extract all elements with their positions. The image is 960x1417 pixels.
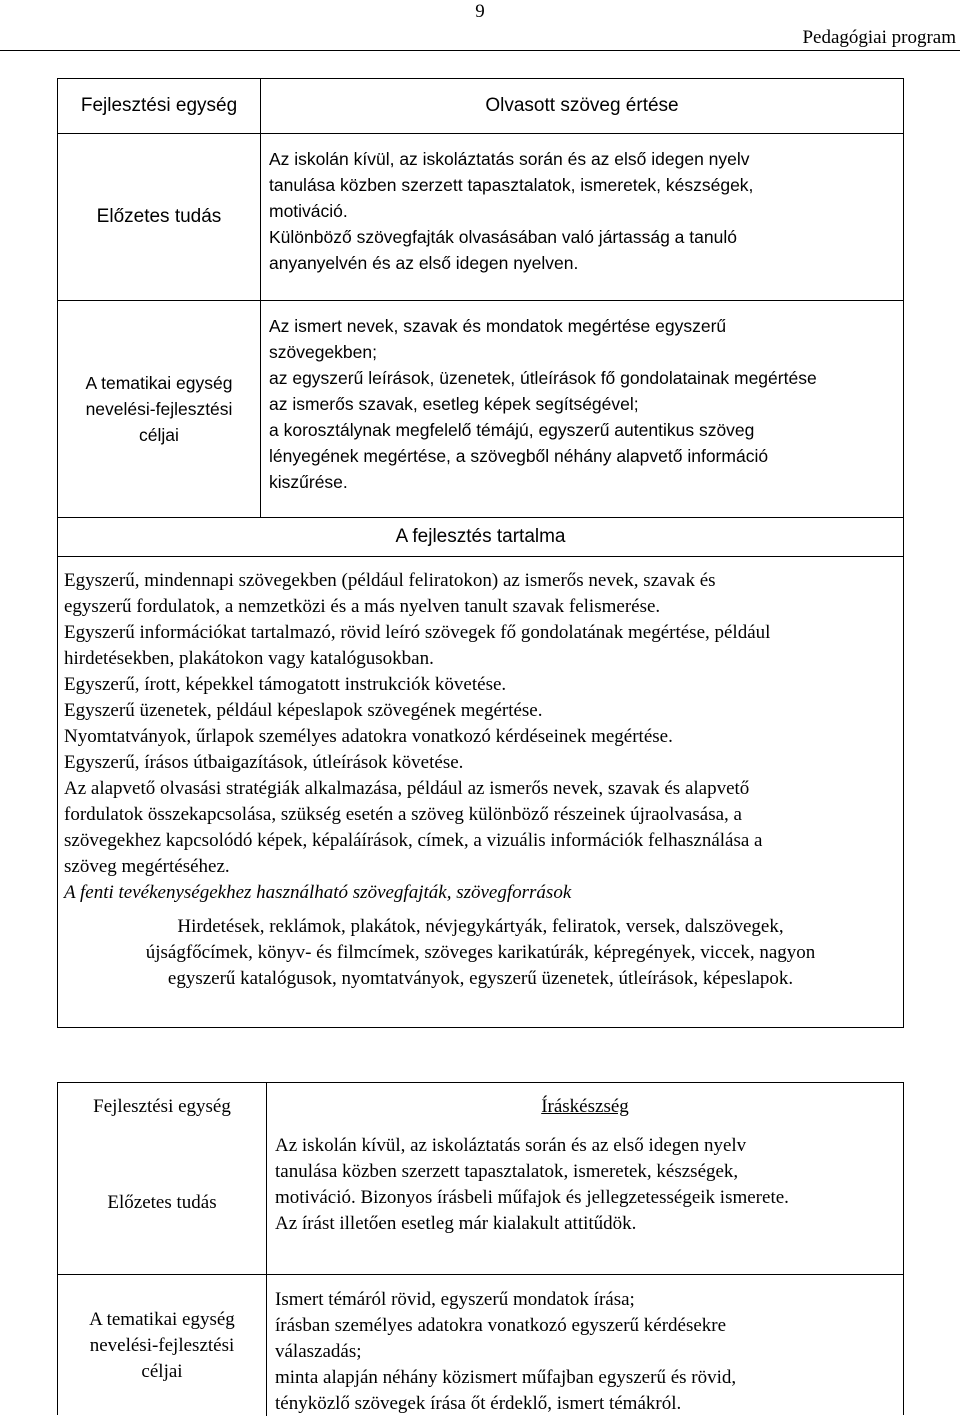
prior-line: anyanyelvén és az első idegen nyelven. [269, 253, 579, 273]
content-cell [58, 556, 903, 1027]
goals-cell [266, 1274, 903, 1416]
label-unit-cell [58, 1083, 266, 1131]
prior-line: Az iskolán kívül, az iskoláztatás során és az első idegen nyelv [275, 1135, 747, 1156]
unit-title-cell [266, 1083, 903, 1131]
content-line: hirdetésekben, plakátokon vagy katalógusokban. [64, 648, 434, 669]
label-prior-cell [58, 133, 260, 300]
content-line: Egyszerű, írásos útbaigazítások, útleírások követése. [64, 752, 464, 773]
prior-line: tanulása közben szerzett tapasztalatok, ismeretek, készségek, [275, 1161, 739, 1182]
sources-heading: A fenti tevékenységekhez használható szövegfajták, szövegforrások [64, 882, 572, 903]
content-title-cell [58, 517, 903, 556]
prior-line: motiváció. Bizonyos írásbeli műfajok és jellegzetességeik ismerete. [275, 1187, 789, 1208]
label-unit: Fejlesztési egység [93, 1096, 231, 1117]
prior-line: motiváció. [269, 201, 348, 221]
goals-line: minta alapján néhány közismert műfajban egyszerű és rövid, [275, 1367, 737, 1388]
label-goals-line: A tematikai egység [89, 1308, 235, 1330]
prior-knowledge-cell [266, 1131, 903, 1274]
prior-knowledge-cell [260, 133, 903, 300]
prior-line: Az írást illetően esetleg már kialakult attitűdök. [275, 1213, 637, 1234]
header-rule [0, 50, 960, 51]
label-goals-line: nevelési-fejlesztési [85, 399, 233, 419]
label-unit-cell [58, 79, 260, 133]
unit-title-cell [260, 79, 903, 133]
content-line: Egyszerű információkat tartalmazó, rövid leíró szövegek fő gondolatának megértése, például [64, 622, 771, 643]
prior-line: tanulása közben szerzett tapasztalatok, ismeretek, készségek, [269, 175, 754, 195]
label-goals-line: céljai [141, 1360, 183, 1382]
sources-line: Hirdetések, reklámok, plakátok, névjegykártyák, feliratok, versek, dalszövegek, [177, 916, 784, 937]
label-goals-cell [58, 300, 260, 517]
label-prior: Előzetes tudás [107, 1191, 217, 1213]
content-line: szöveg megértéséhez. [64, 856, 230, 877]
goals-line: írásban személyes adatokra vonatkozó egyszerű kérdésekre [275, 1315, 727, 1336]
label-prior: Előzetes tudás [96, 206, 222, 227]
content-line: fordulatok összekapcsolása, szükség esetén a szöveg különböző részeinek újraolvasása, a [64, 804, 742, 825]
goals-line: válaszadás; [275, 1341, 362, 1362]
unit-title: Olvasott szöveg értése [485, 95, 679, 116]
label-prior-cell [58, 1131, 266, 1274]
goals-line: szövegekben; [269, 342, 377, 362]
content-line: Az alapvető olvasási stratégiák alkalmazása, például az ismerős nevek, szavak és alapvető [64, 778, 750, 799]
header-title: Pedagógiai program [802, 27, 956, 48]
table-reading-comprehension [57, 78, 904, 1028]
goals-line: Az ismert nevek, szavak és mondatok megértése egyszerű [269, 316, 727, 336]
goals-line: az egyszerű leírások, üzenetek, útleírások fő gondolatainak megértése [269, 368, 817, 388]
goals-line: lényegének megértése, a szövegből néhány alapvető információ [269, 446, 769, 466]
goals-line: kiszűrése. [269, 472, 348, 492]
goals-line: tényközlő szövegek írása őt érdeklő, ismert témákról. [275, 1393, 682, 1414]
label-goals-line: céljai [139, 425, 179, 445]
page-number: 9 [475, 1, 485, 22]
prior-line: Az iskolán kívül, az iskoláztatás során és az első idegen nyelv [269, 149, 750, 169]
content-line: Egyszerű üzenetek, például képeslapok szövegének megértése. [64, 700, 543, 721]
label-goals-line: nevelési-fejlesztési [89, 1334, 235, 1356]
content-title: A fejlesztés tartalma [395, 526, 566, 547]
content-line: Nyomtatványok, űrlapok személyes adatokra vonatkozó kérdéseinek megértése. [64, 726, 673, 747]
goals-line: az ismerős szavak, esetleg képek segítségével; [269, 394, 639, 414]
table-writing-skills [57, 1082, 904, 1415]
label-goals-cell [58, 1274, 266, 1416]
content-line: Egyszerű, írott, képekkel támogatott instrukciók követése. [64, 674, 507, 695]
sources-line: újságfőcímek, könyv- és filmcímek, szöveges karikatúrák, képregények, viccek, nagyon [145, 942, 816, 963]
goals-cell [260, 300, 903, 517]
label-goals-line: A tematikai egység [85, 373, 233, 393]
label-unit: Fejlesztési egység [80, 95, 238, 116]
unit-title: Íráskészség [541, 1096, 629, 1117]
content-line: szövegekhez kapcsolódó képek, képaláírások, címek, a vizuális információk felhasználása a [64, 830, 763, 851]
goals-line: Ismert témáról rövid, egyszerű mondatok írása; [275, 1289, 635, 1310]
content-line: egyszerű fordulatok, a nemzetközi és a más nyelven tanult szavak felismerése. [64, 596, 661, 617]
prior-line: Különböző szövegfajták olvasásában való jártasság a tanuló [269, 227, 737, 247]
sources-line: egyszerű katalógusok, nyomtatványok, egyszerű üzenetek, útleírások, képeslapok. [167, 968, 794, 989]
goals-line: a korosztálynak megfelelő témájú, egyszerű autentikus szöveg [269, 420, 755, 440]
content-line: Egyszerű, mindennapi szövegekben (például feliratokon) az ismerős nevek, szavak és [64, 570, 716, 591]
